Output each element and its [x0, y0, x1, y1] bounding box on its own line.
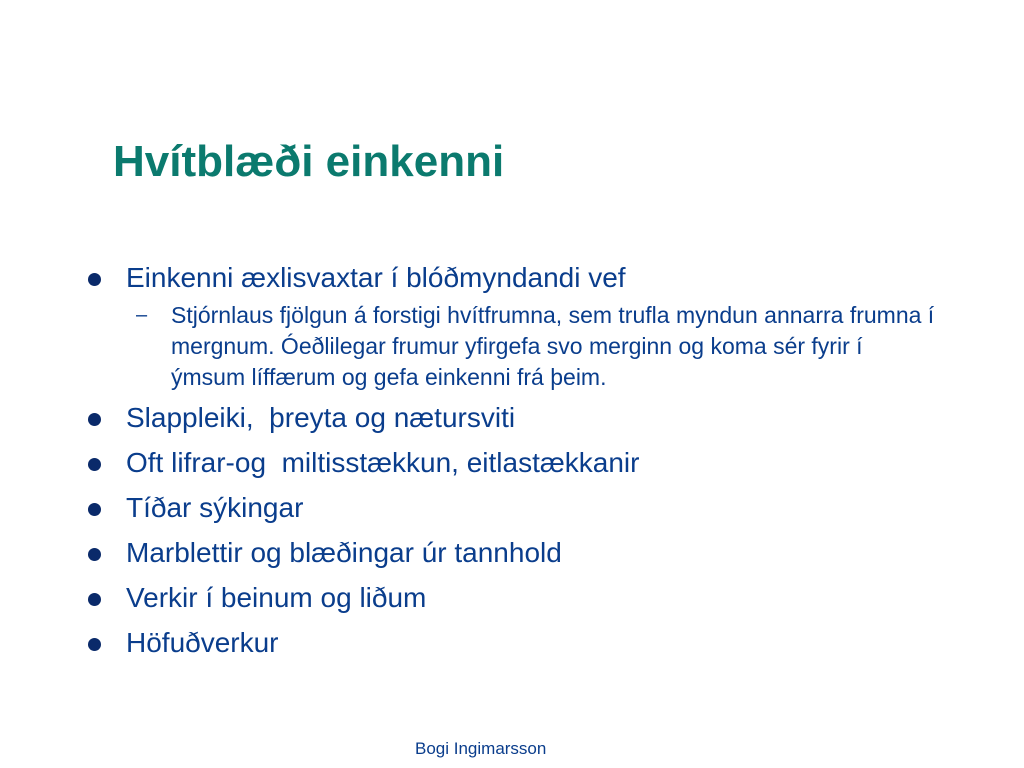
- footer-author: Bogi Ingimarsson: [415, 739, 547, 758]
- list-item-text: Slappleiki, þreyta og nætursviti: [126, 402, 516, 433]
- list-item-text: Höfuðverkur: [126, 627, 279, 658]
- list-item: [88, 398, 968, 438]
- list-item: [88, 488, 968, 528]
- slide-title: Hvítblæði einkenni: [113, 137, 505, 186]
- bullet-dot: [88, 273, 101, 286]
- list-item-text: Einkenni æxlisvaxtar í blóðmyndandi vef: [126, 262, 626, 293]
- sub-list-item: [126, 300, 941, 393]
- bullet-list: [88, 258, 968, 668]
- list-item-text: Marblettir og blæðingar úr tannhold: [126, 537, 562, 568]
- list-item-text: Tíðar sýkingar: [126, 492, 304, 523]
- sub-list-item-text: Stjórnlaus fjölgun á forstigi hvítfrumna, sem trufla myndun annarra frumna í mergnum. Óeðlilegar frumur yfirgefa svo merginn og koma sér fyrir í ýmsum líffærum og gefa einkenni frá þeim.: [171, 302, 935, 390]
- list-item-text: Verkir í beinum og liðum: [126, 582, 427, 613]
- bullet-dot: [88, 503, 101, 516]
- list-item: [88, 258, 968, 393]
- bullet-dot: [88, 593, 101, 606]
- bullet-dot: [88, 458, 101, 471]
- bullet-dot: [88, 548, 101, 561]
- list-item-text: Oft lifrar-og miltisstækkun, eitlastækkanir: [126, 447, 640, 478]
- dash-marker: –: [136, 304, 148, 326]
- list-item: [88, 533, 968, 573]
- list-item: [88, 623, 968, 663]
- sub-list: [126, 300, 968, 393]
- bullet-dot: [88, 638, 101, 651]
- list-item: [88, 443, 968, 483]
- bullet-dot: [88, 413, 101, 426]
- list-item: [88, 578, 968, 618]
